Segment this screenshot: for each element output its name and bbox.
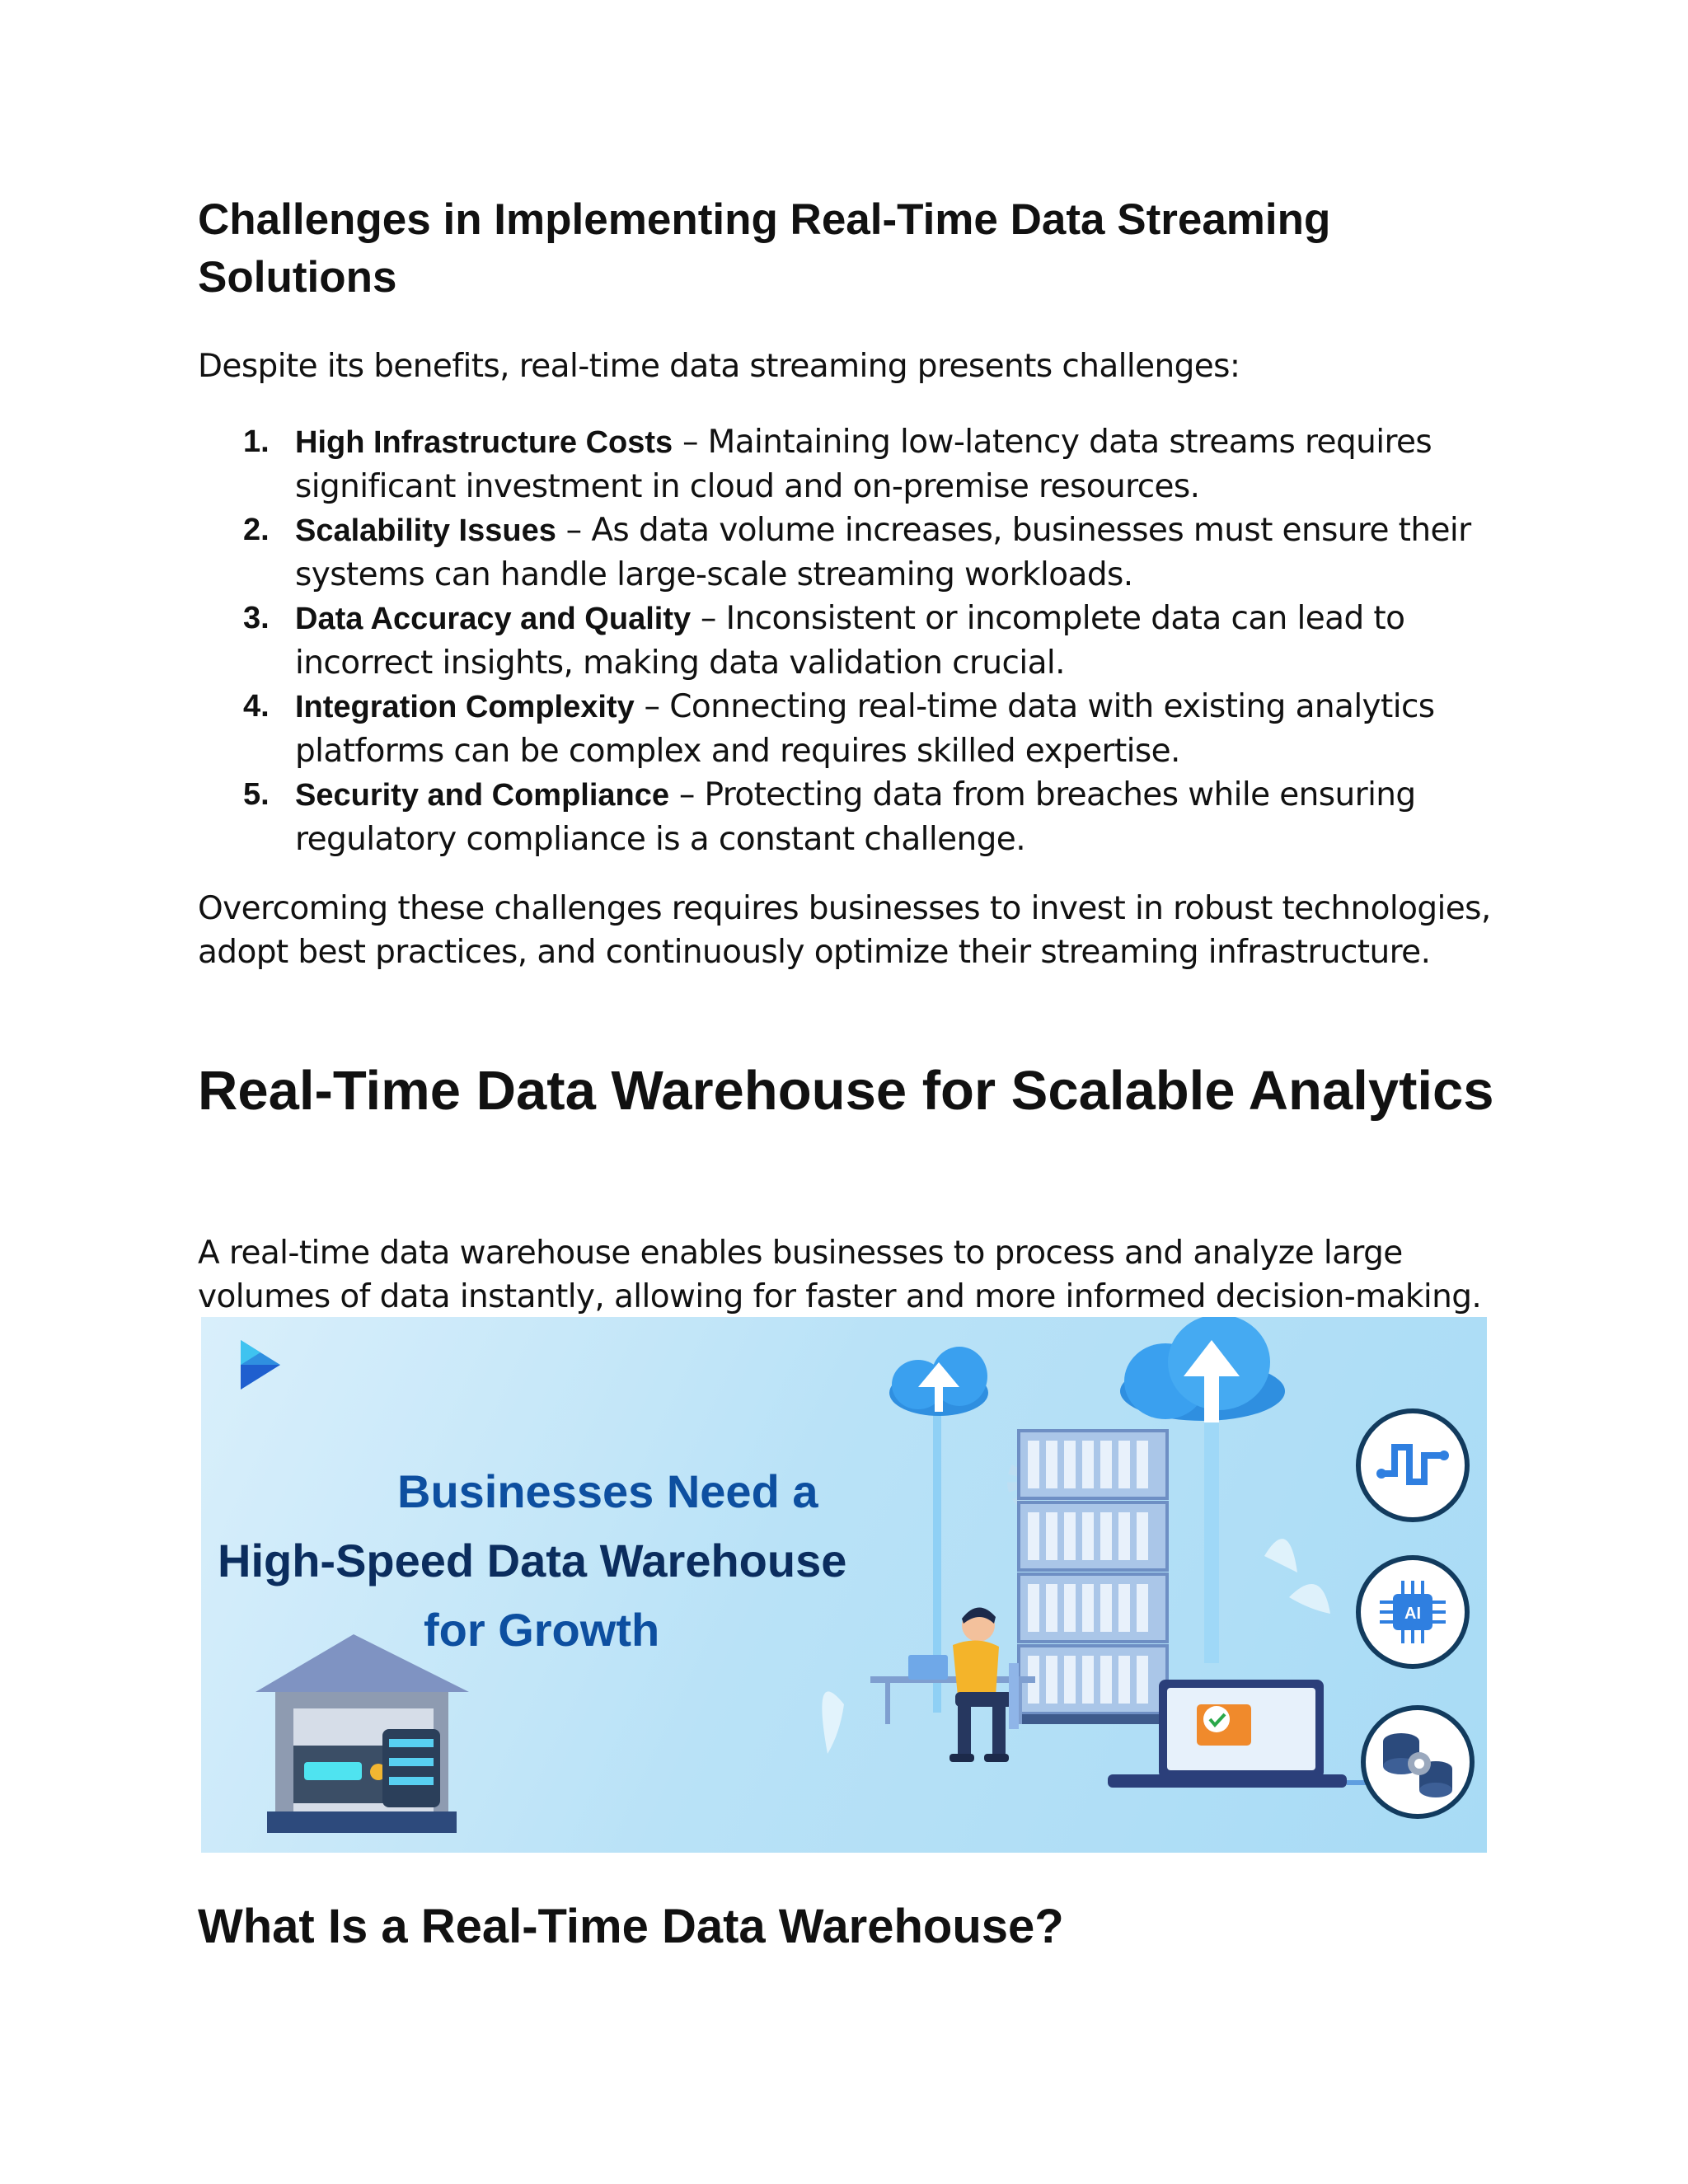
list-description: – Connecting real-time data with existing analytics platforms can be complex and requires skilled expertise.	[295, 688, 1435, 770]
ai-chip-label: AI	[1404, 1605, 1421, 1623]
challenges-list	[198, 420, 1517, 861]
intro-paragraph: Despite its benefits, real-time data streaming presents challenges:	[198, 348, 1240, 385]
section-heading-what-is: What Is a Real-Time Data Warehouse?	[198, 1900, 1064, 1953]
list-term: Data Accuracy and Quality	[295, 602, 692, 636]
database-sync-icon	[1363, 1708, 1472, 1816]
list-term: Security and Compliance	[295, 778, 670, 813]
banner-line-2: High-Speed Data Warehouse	[218, 1535, 847, 1586]
list-number: 3.	[243, 601, 270, 635]
banner-line-1: Businesses Need a	[397, 1465, 818, 1517]
banner-headline	[218, 1457, 1042, 1665]
closing-paragraph: Overcoming these challenges requires businesses to invest in robust technologies, adopt best practices, and continuously optimize their streaming infrastructure.	[198, 890, 1491, 971]
list-description: – As data volume increases, businesses must ensure their systems can handle large-scale streaming workloads.	[295, 512, 1471, 593]
list-description: – Maintaining low-latency data streams requires significant investment in cloud and on-premise resources.	[295, 424, 1432, 505]
list-item	[198, 597, 1517, 685]
list-item	[198, 509, 1517, 597]
section-heading-challenges: Challenges in Implementing Real-Time Data Streaming Solutions	[198, 195, 1331, 302]
list-description: – Protecting data from breaches while ensuring regulatory compliance is a constant challenge.	[295, 776, 1416, 858]
list-number: 4.	[243, 689, 270, 724]
definition-paragraph: A real-time data warehouse enables businesses to process and analyze large volumes of data instantly, allowing for faster and more informed decision-making.	[198, 1235, 1482, 1315]
list-description: – Inconsistent or incomplete data can lead to incorrect insights, making data validation crucial.	[295, 600, 1405, 682]
list-number: 1.	[243, 424, 270, 459]
banner-line-3: for Growth	[424, 1604, 660, 1656]
list-item	[198, 685, 1517, 773]
list-number: 2.	[243, 513, 270, 547]
banner-illustration	[201, 1317, 1487, 1853]
list-term: High Infrastructure Costs	[295, 425, 673, 460]
list-number: 5.	[243, 777, 270, 812]
list-term: Integration Complexity	[295, 690, 635, 724]
list-item	[198, 773, 1517, 861]
list-term: Scalability Issues	[295, 513, 556, 548]
ai-chip-icon	[1358, 1558, 1467, 1666]
data-stream-icon	[1358, 1411, 1467, 1520]
play-logo-icon	[241, 1340, 280, 1390]
list-item	[198, 420, 1517, 509]
section-heading-warehouse: Real-Time Data Warehouse for Scalable Analytics	[198, 1060, 1494, 1122]
